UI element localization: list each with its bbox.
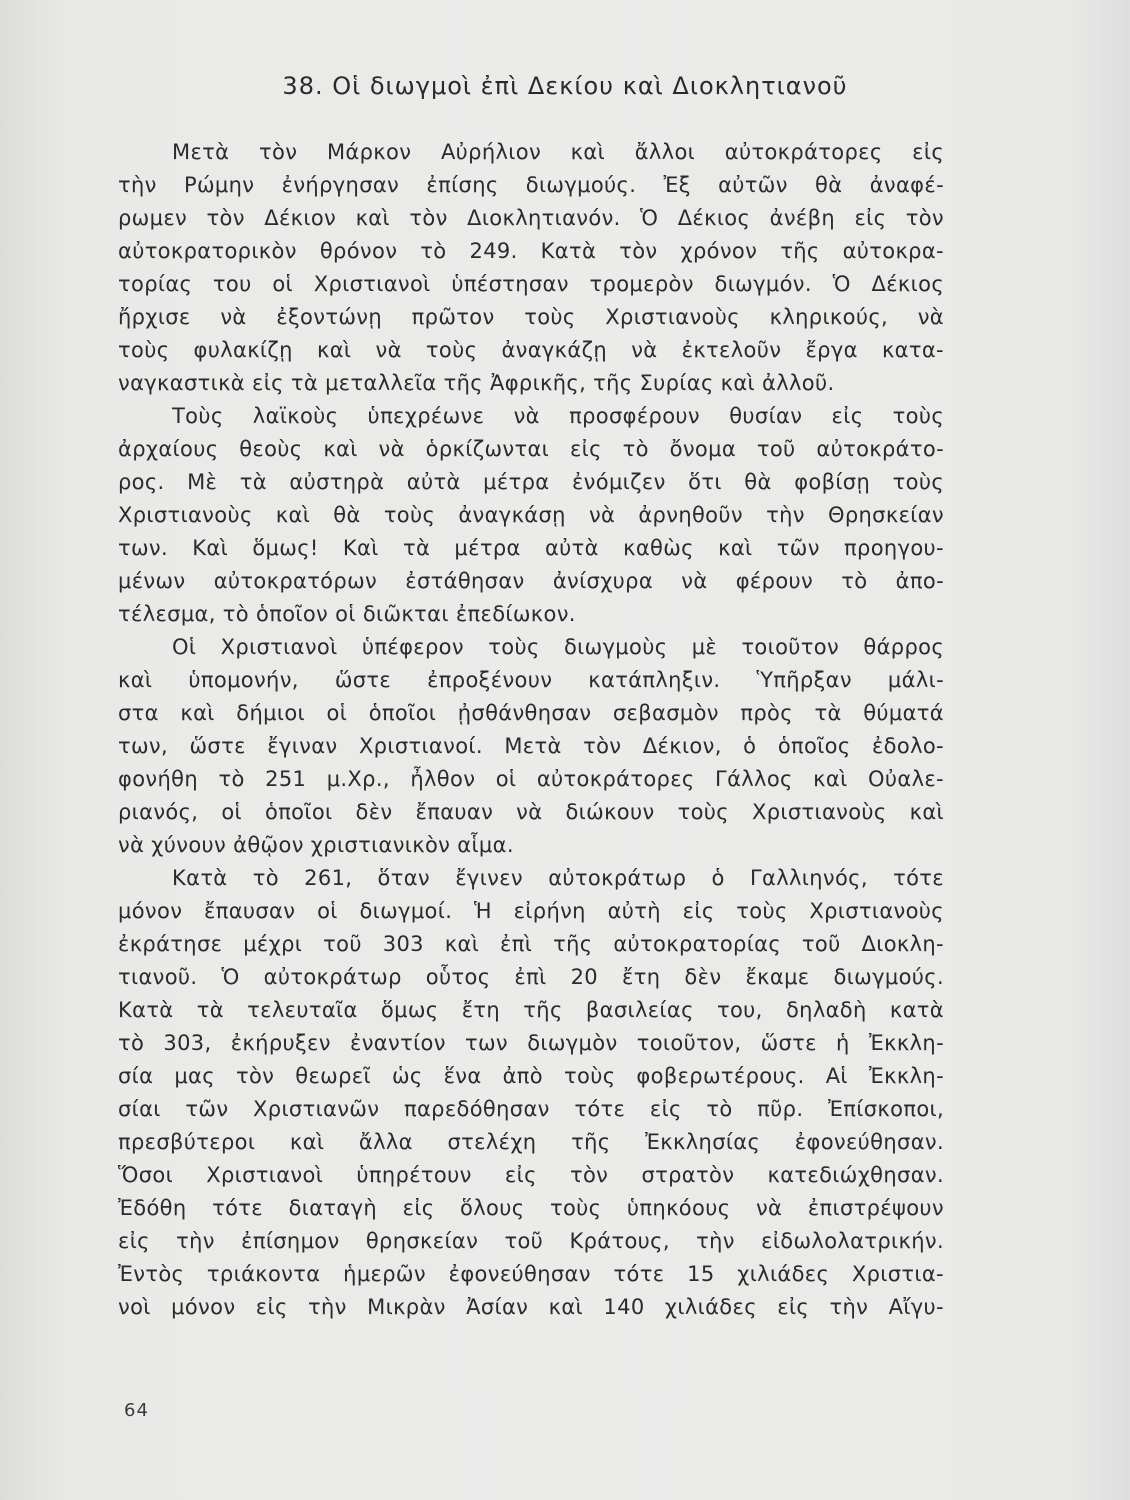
text-line: τέλεσμα, τὸ ὁποῖον οἱ διῶκται ἐπεδίωκον.	[118, 602, 576, 626]
text-line: στα καὶ δήμιοι οἱ ὁποῖοι ᾐσθάνθησαν σεβασμὸν πρὸς τὰ θύματά	[118, 701, 944, 725]
section-title: 38. Οἱ διωγμοὶ ἐπὶ Δεκίου καὶ Διοκλητιανοῦ	[282, 72, 848, 100]
text-line: σία μας τὸν θεωρεῖ ὡς ἕνα ἀπὸ τοὺς φοβερωτέρους. Αἱ Ἐκκλη-	[118, 1064, 944, 1088]
text-line: μένων αὐτοκρατόρων ἐστάθησαν ἀνίσχυρα νὰ φέρουν τὸ ἀπο-	[118, 569, 944, 593]
text-line: Ὅσοι Χριστιανοὶ ὑπηρέτουν εἰς τὸν στρατὸν κατεδιώχθησαν.	[118, 1163, 944, 1187]
text-line: αὐτοκρατορικὸν θρόνον τὸ 249. Κατὰ τὸν χρόνον τῆς αὐτοκρα-	[118, 239, 944, 263]
text-line: ρος. Μὲ τὰ αὐστηρὰ αὐτὰ μέτρα ἐνόμιζεν ὅτι θὰ φοβίσῃ τοὺς	[118, 470, 944, 494]
text-line: ἀρχαίους θεοὺς καὶ νὰ ὁρκίζωνται εἰς τὸ ὄνομα τοῦ αὐτοκράτο-	[118, 437, 944, 461]
text-line: ἐκράτησε μέχρι τοῦ 303 καὶ ἐπὶ τῆς αὐτοκρατορίας τοῦ Διοκλη-	[118, 932, 944, 956]
text-line: πρεσβύτεροι καὶ ἄλλα στελέχη τῆς Ἐκκλησίας ἐφονεύθησαν.	[118, 1130, 944, 1154]
text-line: τὸ 303, ἐκήρυξεν ἐναντίον των διωγμὸν τοιοῦτον, ὥστε ἡ Ἐκκλη-	[118, 1031, 944, 1055]
text-line: Κατὰ τὸ 261, ὅταν ἔγινεν αὐτοκράτωρ ὁ Γαλλιηνός, τότε	[172, 866, 944, 890]
text-line: των, ὥστε ἔγιναν Χριστιανοί. Μετὰ τὸν Δέκιον, ὁ ὁποῖος ἐδολο-	[118, 734, 944, 758]
text-line: ριανός, οἱ ὁποῖοι δὲν ἔπαυαν νὰ διώκουν τοὺς Χριστιανοὺς καὶ	[118, 800, 944, 824]
text-line: ρωμεν τὸν Δέκιον καὶ τὸν Διοκλητιανόν. Ὁ Δέκιος ἀνέβη εἰς τὸν	[118, 206, 944, 230]
text-line: ναγκαστικὰ εἰς τὰ μεταλλεῖα τῆς Ἀφρικῆς, τῆς Συρίας καὶ ἀλλοῦ.	[118, 371, 835, 395]
text-line: των. Καὶ ὅμως! Καὶ τὰ μέτρα αὐτὰ καθὼς καὶ τῶν προηγου-	[118, 536, 944, 560]
text-line: νοὶ μόνον εἰς τὴν Μικρὰν Ἀσίαν καὶ 140 χιλιάδες εἰς τὴν Αἴγυ-	[118, 1295, 944, 1319]
text-line: φονήθη τὸ 251 μ.Χρ., ἦλθον οἱ αὐτοκράτορες Γάλλος καὶ Οὐαλε-	[118, 767, 944, 791]
body-text	[118, 136, 944, 1324]
text-line: τὴν Ρώμην ἐνήργησαν ἐπίσης διωγμούς. Ἐξ αὐτῶν θὰ ἀναφέ-	[118, 173, 944, 197]
text-line: εἰς τὴν ἐπίσημον θρησκείαν τοῦ Κράτους, τὴν εἰδωλολατρικήν.	[118, 1229, 944, 1253]
text-line: Ἐντὸς τριάκοντα ἡμερῶν ἐφονεύθησαν τότε 15 χιλιάδες Χριστια-	[118, 1262, 944, 1286]
text-line: Μετὰ τὸν Μάρκον Αὐρήλιον καὶ ἄλλοι αὐτοκράτορες εἰς	[172, 140, 944, 164]
text-line: Ἐδόθη τότε διαταγὴ εἰς ὅλους τοὺς ὑπηκόους νὰ ἐπιστρέψουν	[118, 1196, 944, 1220]
text-line: Χριστιανοὺς καὶ θὰ τοὺς ἀναγκάσῃ νὰ ἀρνηθοῦν τὴν Θρησκείαν	[118, 503, 944, 527]
text-line: ἤρχισε νὰ ἐξοντώνῃ πρῶτον τοὺς Χριστιανοὺς κληρικούς, νὰ	[118, 305, 944, 329]
text-line: τιανοῦ. Ὁ αὐτοκράτωρ οὗτος ἐπὶ 20 ἔτη δὲν ἔκαμε διωγμούς.	[118, 965, 944, 989]
text-line: νὰ χύνουν ἀθῷον χριστιανικὸν αἷμα.	[118, 833, 514, 857]
text-line: Τοὺς λαϊκοὺς ὑπεχρέωνε νὰ προσφέρουν θυσίαν εἰς τοὺς	[172, 404, 944, 428]
text-line: σίαι τῶν Χριστιανῶν παρεδόθησαν τότε εἰς τὸ πῦρ. Ἐπίσκοποι,	[118, 1097, 944, 1121]
text-line: μόνον ἔπαυσαν οἱ διωγμοί. Ἡ εἰρήνη αὐτὴ εἰς τοὺς Χριστιανοὺς	[118, 899, 944, 923]
text-line: τοὺς φυλακίζῃ καὶ νὰ τοὺς ἀναγκάζῃ νὰ ἐκτελοῦν ἔργα κατα-	[118, 338, 944, 362]
text-line: καὶ ὑπομονήν, ὥστε ἐπροξένουν κατάπληξιν. Ὑπῆρξαν μάλι-	[118, 668, 944, 692]
page-number: 64	[124, 1400, 149, 1421]
text-line: Κατὰ τὰ τελευταῖα ὅμως ἔτη τῆς βασιλείας του, δηλαδὴ κατὰ	[118, 998, 944, 1022]
text-line: τορίας του οἱ Χριστιανοὶ ὑπέστησαν τρομερὸν διωγμόν. Ὁ Δέκιος	[118, 272, 944, 296]
text-line: Οἱ Χριστιανοὶ ὑπέφερον τοὺς διωγμοὺς μὲ τοιοῦτον θάρρος	[172, 635, 944, 659]
